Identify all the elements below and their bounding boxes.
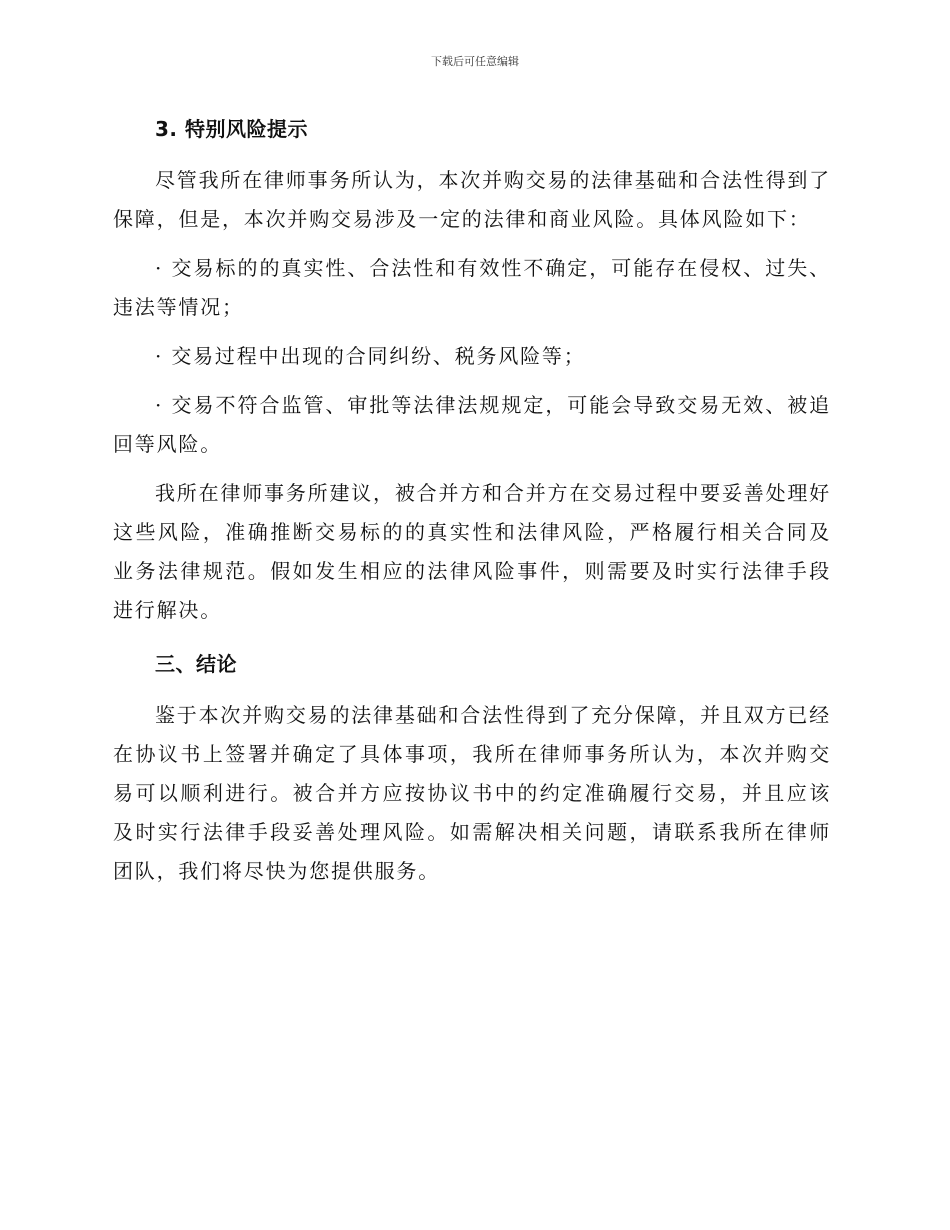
bullet-risk-2: · 交易过程中出现的合同纠纷、税务风险等； <box>155 344 586 368</box>
section-heading-conclusion: 三、结论 <box>155 652 237 676</box>
document-body <box>113 107 831 891</box>
bullet-risk-1: · 交易标的的真实性、合法性和有效性不确定，可能存在侵权、过失、违法等情况； <box>113 256 831 319</box>
paragraph-risk-intro: 尽管我所在律师事务所认为，本次并购交易的法律基础和合法性得到了保障，但是，本次并购交易涉及一定的法律和商业风险。具体风险如下： <box>113 168 831 231</box>
paragraph-conclusion: 鉴于本次并购交易的法律基础和合法性得到了充分保障，并且双方已经在协议书上签署并确定了具体事项，我所在律师事务所认为，本次并购交易可以顺利进行。被合并方应按协议书中的约定准确履行交易，并且应该及时实行法律手段妥善处理风险。如需解决相关问题，请联系我所在律师团队，我们将尽快为您提供服务。 <box>113 703 831 883</box>
page-header-note: 下载后可任意编辑 <box>431 55 519 68</box>
bullet-risk-3: · 交易不符合监管、审批等法律法规规定，可能会导致交易无效、被追回等风险。 <box>113 393 831 456</box>
paragraph-risk-advice: 我所在律师事务所建议，被合并方和合并方在交易过程中要妥善处理好这些风险，准确推断交易标的的真实性和法律风险，严格履行相关合同及业务法律规范。假如发生相应的法律风险事件，则需要及时实行法律手段进行解决。 <box>113 481 831 622</box>
section-heading-special-risk: 3. 特别风险提示 <box>155 117 308 141</box>
